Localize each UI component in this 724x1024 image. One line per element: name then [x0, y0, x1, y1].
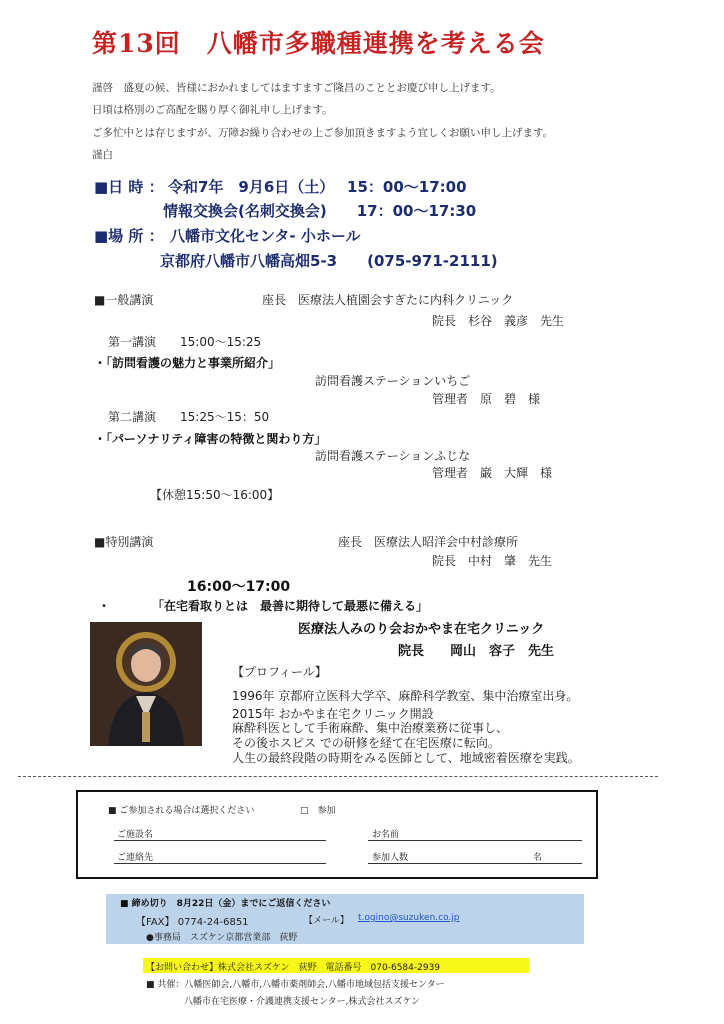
inquiry-text: 【お問い合わせ】株式会社スズケン 荻野 電話番号 070-6584-2939 [146, 963, 441, 973]
cut-line [18, 776, 658, 777]
profile-line-2: 2015年 おかやま在宅クリニック開設 [232, 707, 434, 721]
venue-address: 京都府八幡市八幡高畑5-3 (075-971-2111) [160, 252, 498, 270]
mail-label: 【メール】 [304, 916, 349, 926]
special-chair: 座長 医療法人昭洋会中村診療所 [338, 535, 519, 549]
special-bullet: ・ [98, 599, 111, 613]
general-chair: 座長 医療法人植園会すぎたに内科クリニック [262, 293, 514, 307]
count-field[interactable] [368, 863, 582, 864]
profile-label: 【プロフィール】 [232, 665, 327, 679]
lecture1-org: 訪問看護ステーションいちご [315, 374, 471, 388]
greeting-line-1: 謹啓 盛夏の候、皆様におかれましてはますますご隆昌のこととお慶び申し上げます。 [92, 82, 501, 94]
greeting-line-3: ご多忙中とは存じますが、万障お繰り合わせの上ご参加頂きますよう宜しくお願い申し上げます。 [92, 127, 554, 139]
speaker-photo [90, 622, 202, 746]
lecture2-person: 管理者 巌 大輝 様 [432, 466, 553, 480]
break-time: 【休憩15:50〜16:00】 [150, 488, 280, 502]
name-label: お名前 [372, 830, 400, 840]
venue-label: ■場 所 ： [94, 227, 164, 245]
cosponsor-line-1: ■ 共催：八幡医師会,八幡市,八幡市薬剤師会,八幡市地域包括支援センター [146, 980, 445, 990]
profile-line-4: その後ホスピス での研修を経て在宅医療に転向。 [232, 736, 500, 750]
page-title: 第13回 八幡市多職種連携を考える会 [92, 29, 545, 58]
lecture1-person: 管理者 原 碧 様 [432, 392, 541, 406]
special-title: 「在宅看取りとは 最善に期待して最悪に備える」 [152, 599, 429, 613]
lecture2-title: ・「パーソナリティ障害の特徴と関わり方」 [94, 432, 327, 446]
greeting-closing: 謹白 [92, 149, 113, 161]
facility-label: ご施設名 [117, 830, 154, 840]
special-org: 医療法人みのり会おかやま在宅クリニック [298, 622, 545, 637]
facility-field[interactable] [114, 840, 326, 841]
general-lecture-label: ■一般講演 [94, 293, 154, 307]
lecture2-time: 第二講演 15:25〜15：50 [108, 410, 270, 424]
attend-checkbox[interactable]: □ 参加 [300, 806, 336, 816]
special-lecture-label: ■特別講演 [94, 535, 154, 549]
cosponsor-line-2: 八幡市在宅医療・介護連携支援センター,株式会社スズケン [184, 997, 421, 1007]
special-chair-name: 院長 中村 肇 先生 [432, 554, 553, 568]
special-time: 16:00〜17:00 [187, 579, 291, 595]
name-field[interactable] [368, 840, 582, 841]
office-text: ●事務局 スズケン京都営業部 荻野 [146, 933, 298, 943]
lecture1-time: 第一講演 15:00〜15:25 [108, 335, 262, 349]
contact-label: ご連絡先 [117, 853, 154, 863]
greeting-line-2: 日頃は格別のご高配を賜り厚く御礼申し上げます。 [92, 104, 333, 116]
profile-line-5: 人生の最終段階の時期をみる医師として、地域密着医療を実践。 [232, 751, 580, 765]
datetime-value: 令和7年 9月6日（土） 15：00〜17:00 [168, 178, 467, 196]
exchange-time: 情報交換会(名刺交換会) 17：00〜17:30 [163, 202, 477, 220]
general-chair-name: 院長 杉谷 義彦 先生 [432, 314, 565, 328]
count-unit: 名 [533, 853, 543, 863]
mail-link[interactable]: t.ogino@suzuken.co.jp [358, 913, 460, 923]
count-label: 参加人数 [372, 853, 409, 863]
form-prompt: ■ ご参加される場合は選択ください [108, 806, 255, 816]
contact-field[interactable] [114, 863, 326, 864]
profile-line-3: 麻酔科医として手術麻酔、集中治療業務に従事し、 [232, 721, 509, 735]
lecture1-title: ・「訪問看護の魅力と事業所紹介」 [94, 356, 281, 370]
fax-number: 【FAX】 0774-24-6851 [136, 917, 249, 928]
datetime-label: ■日 時 ： [94, 178, 164, 196]
lecture2-org: 訪問看護ステーションふじな [315, 449, 471, 463]
venue-value: 八幡市文化センタ- 小ホール [170, 227, 361, 245]
special-speaker: 院長 岡山 容子 先生 [398, 644, 555, 659]
profile-line-1: 1996年 京都府立医科大学卒、麻酔科学教室、集中治療室出身。 [232, 689, 579, 703]
deadline-text: ■ 締め切り 8月22日（金）までにご返信ください [120, 899, 331, 909]
